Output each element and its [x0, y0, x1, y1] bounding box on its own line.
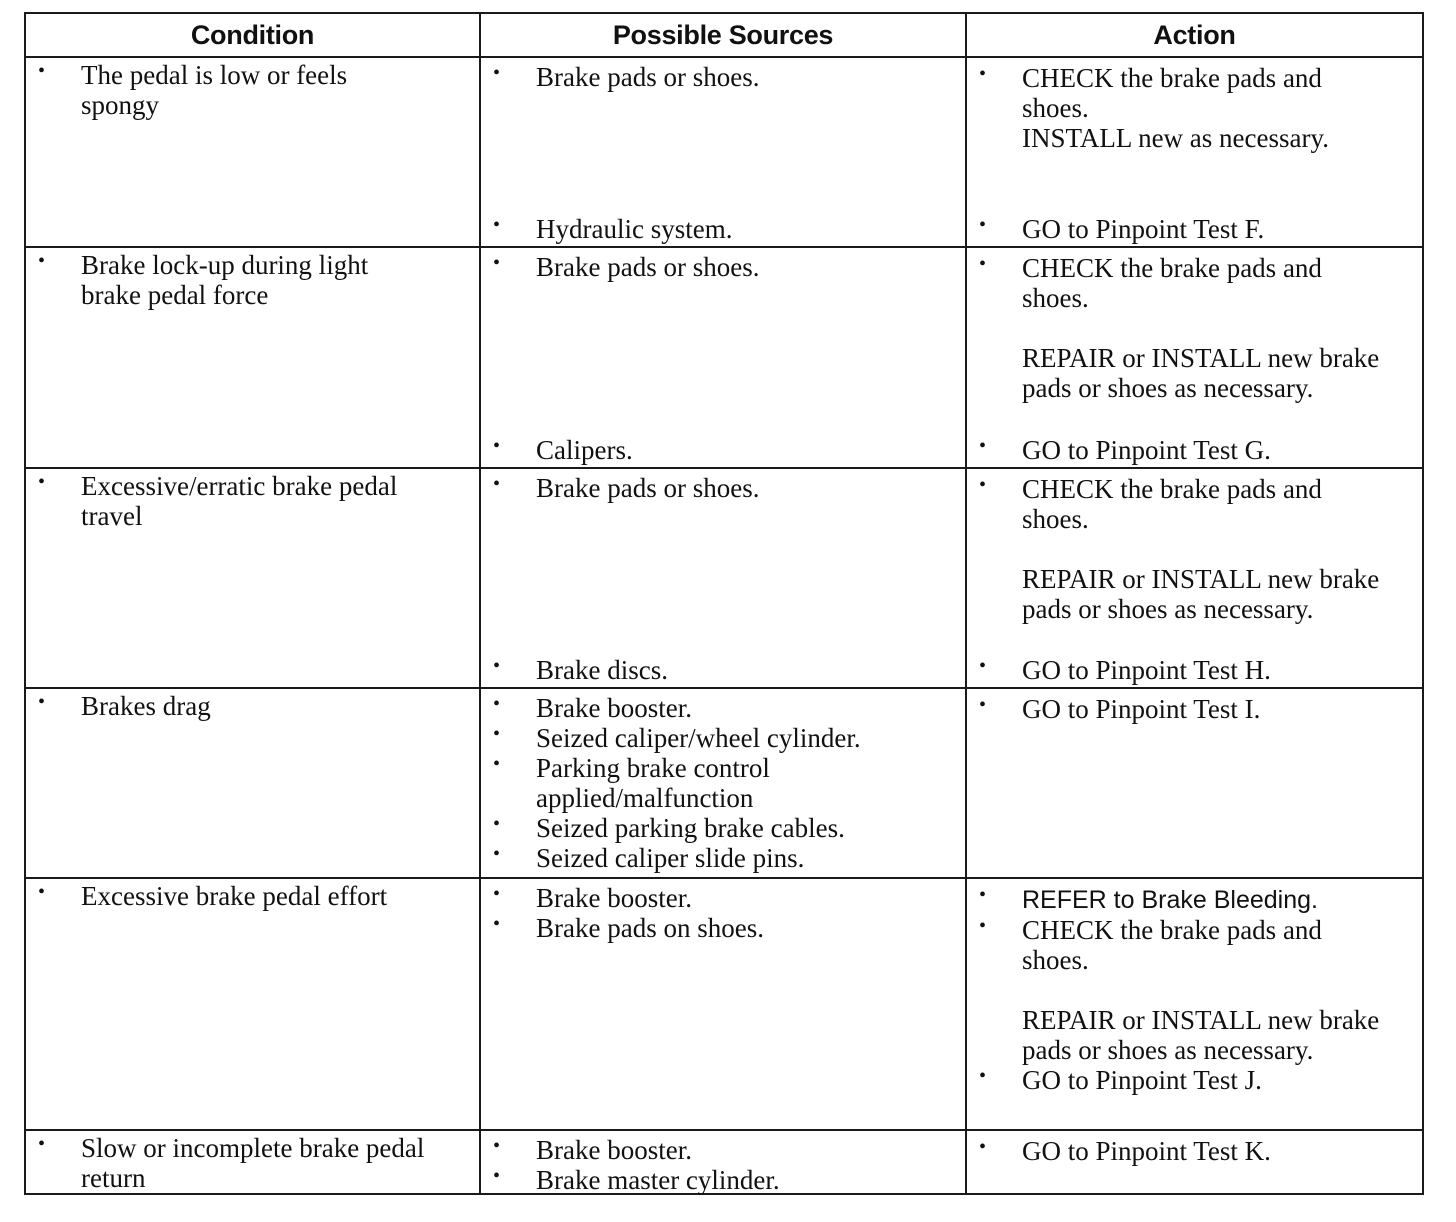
action-cell: [966, 57, 1423, 247]
action-text: REFER to Brake Bleeding.: [1022, 886, 1318, 914]
condition-text: • The pedal is low or feels spongy: [26, 60, 381, 120]
action-item: • GO to Pinpoint Test H.: [967, 655, 1422, 685]
source-item: • Seized caliper/wheel cylinder.: [481, 723, 959, 753]
sources-cell: [480, 878, 966, 1130]
condition-cell: [25, 878, 480, 1130]
condition-text: • Excessive brake pedal effort: [26, 881, 469, 911]
action-cell: [966, 688, 1423, 878]
condition-text: • Brake lock-up during light brake pedal force: [26, 250, 421, 310]
action-item: • GO to Pinpoint Test G.: [967, 435, 1422, 465]
source-item: • Seized caliper slide pins.: [481, 843, 959, 873]
header-condition: Condition: [25, 13, 480, 57]
source-item: • Seized parking brake cables.: [481, 813, 959, 843]
action-item: [967, 884, 1416, 915]
source-item: • Brake booster.: [481, 883, 959, 913]
source-item: • Brake pads or shoes.: [481, 62, 959, 92]
source-item: • Brake booster.: [481, 1135, 959, 1165]
condition-text: • Excessive/erratic brake pedal travel: [26, 471, 451, 531]
table-row: [25, 247, 1423, 468]
sources-cell: [480, 57, 966, 247]
source-item: • Brake pads on shoes.: [481, 913, 959, 943]
source-item: • Brake master cylinder.: [481, 1165, 959, 1195]
condition-text: • Brakes drag: [26, 691, 469, 721]
action-cell: [966, 878, 1423, 1130]
table-row: [25, 1130, 1423, 1194]
action-cell: [966, 1130, 1423, 1194]
condition-text: • Slow or incomplete brake pedal return: [26, 1133, 481, 1193]
diagnosis-table: [24, 12, 1424, 1195]
action-item: • GO to Pinpoint Test F.: [967, 214, 1422, 244]
sources-cell: [480, 468, 966, 688]
action-item: • CHECK the brake pads and shoes.: [967, 474, 1362, 534]
condition-cell: [25, 1130, 480, 1194]
table-row: [25, 57, 1423, 247]
condition-cell: [25, 688, 480, 878]
action-item: • CHECK the brake pads and shoes.: [967, 253, 1362, 313]
action-cell: [966, 468, 1423, 688]
source-item: • Brake discs.: [481, 655, 965, 685]
source-item: • Hydraulic system.: [481, 214, 965, 244]
header-row: [25, 13, 1423, 57]
source-item: • Calipers.: [481, 435, 965, 465]
condition-cell: [25, 57, 480, 247]
source-item: • Parking brake control applied/malfunction: [481, 753, 836, 813]
action-item: • GO to Pinpoint Test I.: [967, 694, 1416, 724]
sources-cell: [480, 1130, 966, 1194]
action-continuation: INSTALL new as necessary.: [1022, 123, 1329, 153]
header-action: Action: [966, 13, 1423, 57]
action-continuation: REPAIR or INSTALL new brake pads or shoes as necessary.: [1022, 343, 1380, 403]
source-item: • Brake booster.: [481, 693, 959, 723]
source-item: • Brake pads or shoes.: [481, 473, 959, 503]
header-possible-sources: Possible Sources: [480, 13, 966, 57]
table-row: [25, 688, 1423, 878]
sources-cell: [480, 247, 966, 468]
action-item: • CHECK the brake pads and shoes.: [967, 915, 1362, 975]
action-cell: [966, 247, 1423, 468]
table-row: [25, 468, 1423, 688]
source-item: • Brake pads or shoes.: [481, 252, 959, 282]
condition-cell: [25, 468, 480, 688]
condition-cell: [25, 247, 480, 468]
action-item: • GO to Pinpoint Test K.: [967, 1136, 1416, 1166]
action-continuation: REPAIR or INSTALL new brake pads or shoes as necessary.: [1022, 564, 1380, 624]
action-item: • CHECK the brake pads and shoes.: [967, 63, 1362, 123]
sources-cell: [480, 688, 966, 878]
action-item: • GO to Pinpoint Test J.: [967, 1065, 1416, 1095]
action-continuation: REPAIR or INSTALL new brake pads or shoes as necessary.: [1022, 1005, 1380, 1065]
table-row: [25, 878, 1423, 1130]
